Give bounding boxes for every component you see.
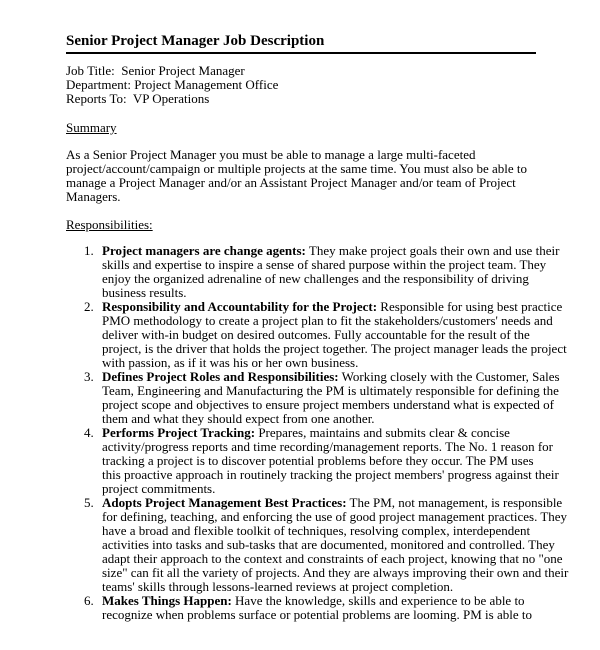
list-item bbox=[84, 594, 554, 622]
item-line: size" can fit all the variety of projects. And they are always improving their own and their bbox=[102, 565, 569, 580]
item-line: project scope and objectives to ensure project members understand what is expected of bbox=[102, 397, 554, 412]
item-number: 5. bbox=[84, 495, 94, 510]
responsibilities-list bbox=[84, 243, 569, 622]
item-line: them and what they should expect from one another. bbox=[102, 411, 375, 426]
reports-to-line: Reports To: VP Operations bbox=[66, 91, 210, 106]
item-text: The PM, not management, is responsible bbox=[346, 495, 563, 510]
item-line: business results. bbox=[102, 285, 187, 300]
summary-paragraph bbox=[66, 148, 546, 204]
item-number: 2. bbox=[84, 299, 94, 314]
item-text: Working closely with the Customer, Sales bbox=[338, 369, 560, 384]
summary-line: As a Senior Project Manager you must be able to manage a large multi-faceted bbox=[66, 147, 476, 162]
item-number: 3. bbox=[84, 369, 94, 384]
item-line: with passion, as if it was his or her own business. bbox=[102, 355, 359, 370]
item-line: skills and expertise to inspire a sense of shared purpose within the project team. They bbox=[102, 257, 547, 272]
item-line: activity/progress reports and time recording/management reports. The No. 1 reason for bbox=[102, 439, 554, 454]
item-text: Prepares, maintains and submits clear & concise bbox=[255, 425, 510, 440]
item-line: deliver with-in budget on desired outcomes. Fully accountable for the result of the bbox=[102, 327, 530, 342]
summary-line: manage a Project Manager and/or an Assistant Project Manager and/or team of Project bbox=[66, 175, 516, 190]
item-number: 1. bbox=[84, 243, 94, 258]
responsibilities-heading: Responsibilities: bbox=[66, 217, 153, 232]
list-item bbox=[84, 495, 569, 594]
item-label: Project managers are change agents: bbox=[102, 243, 306, 258]
item-line: project commitments. bbox=[102, 481, 216, 496]
item-line: teams' skills through lessons-learned reviews at project completion. bbox=[102, 579, 454, 594]
summary-line: Managers. bbox=[66, 189, 121, 204]
item-line: activities into tasks and sub-tasks that are documented, monitored and controlled. They bbox=[102, 537, 555, 552]
item-label: Makes Things Happen: bbox=[102, 593, 232, 608]
item-text: Have the knowledge, skills and experience to be able to bbox=[231, 593, 525, 608]
item-number: 4. bbox=[84, 425, 94, 440]
item-line: project, is the driver that holds the project together. The project manager leads the project bbox=[102, 341, 567, 356]
list-item bbox=[84, 243, 560, 300]
item-line: recognize when problems surface or potential problems are looming. PM is able to bbox=[102, 607, 532, 622]
job-title-line: Job Title: Senior Project Manager bbox=[66, 63, 245, 78]
item-line: Team, Engineering and Manufacturing the PM is ultimately responsible for defining the bbox=[102, 383, 559, 398]
item-label: Performs Project Tracking: bbox=[102, 425, 256, 440]
summary-line: project/account/campaign or multiple projects at the same time. You must also be able to bbox=[66, 161, 528, 176]
item-label: Responsibility and Accountability for the Project: bbox=[102, 299, 378, 314]
item-line: this proactive approach in routinely tracking the project members' progress against their bbox=[102, 467, 559, 482]
item-text: They make project goals their own and use their bbox=[305, 243, 560, 258]
page-title: Senior Project Manager Job Description bbox=[66, 32, 536, 54]
item-line: for defining, teaching, and enforcing the use of good project management practices. They bbox=[102, 509, 568, 524]
department-line: Department: Project Management Office bbox=[66, 77, 279, 92]
list-item bbox=[84, 369, 560, 426]
job-meta bbox=[66, 64, 278, 106]
item-text: Responsible for using best practice bbox=[377, 299, 563, 314]
item-line: have a broad and flexible toolkit of techniques, resolving complex, interdependent bbox=[102, 523, 531, 538]
list-item bbox=[84, 425, 559, 496]
list-item bbox=[84, 299, 567, 370]
item-line: tracking a project is to discover potential problems before they occur. The PM uses bbox=[102, 453, 534, 468]
item-number: 6. bbox=[84, 593, 94, 608]
item-line: PMO methodology to create a project plan to fit the stakeholders/customers' needs and bbox=[102, 313, 553, 328]
item-label: Adopts Project Management Best Practices: bbox=[102, 495, 347, 510]
item-line: adapt their approach to the context and constraints of each project, knowing that no "one bbox=[102, 551, 563, 566]
summary-heading: Summary bbox=[66, 120, 117, 135]
item-line: enjoy the organized adrenaline of new challenges and the responsibility of driving bbox=[102, 271, 529, 286]
item-label: Defines Project Roles and Responsibilities: bbox=[102, 369, 339, 384]
